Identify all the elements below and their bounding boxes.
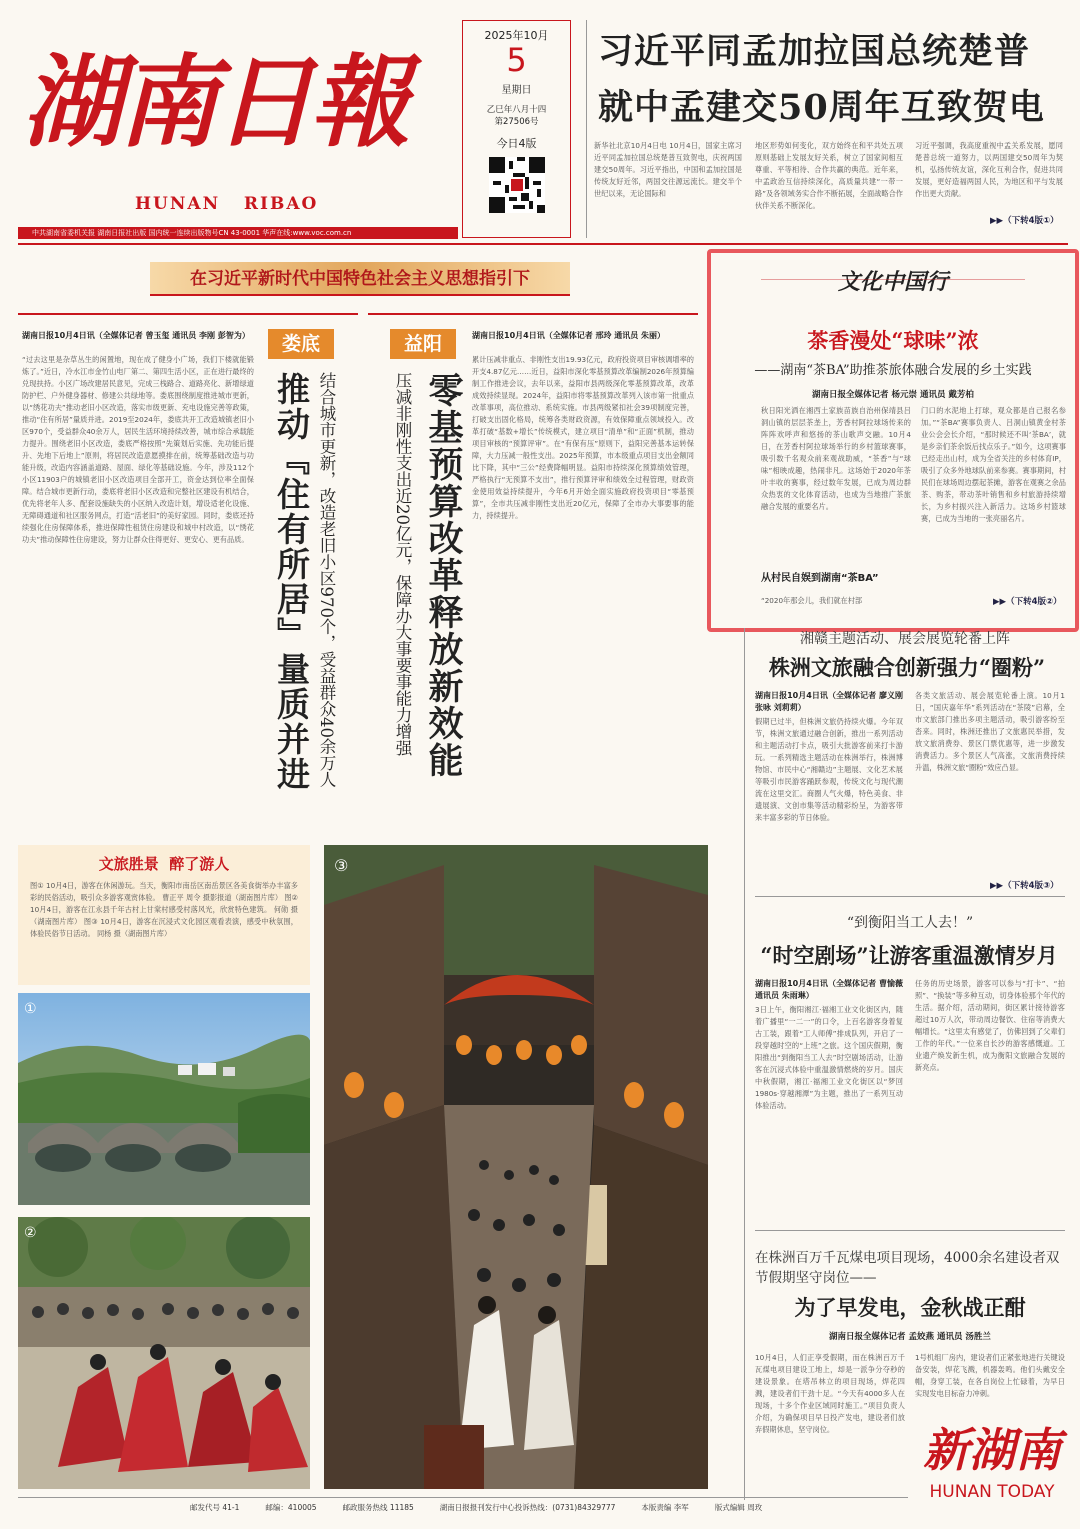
col-rule-lead <box>586 20 587 238</box>
footer-layout-editor: 版式编辑 周玫 <box>714 1503 763 1512</box>
date-issue: 第27506号 <box>494 117 539 127</box>
loudi-byline: 湖南日报10月4日讯（全媒体记者 曾玉玺 通讯员 李刚 彭智为） <box>22 331 250 340</box>
culture-subhead: ——湖南“茶BA”助推茶旅体融合发展的乡土实践 <box>754 363 1032 378</box>
culture-col-2: 门口的水泥地上打球，观众都是自己报名参加。”“茶BA”赛事负责人、吕洞山镇黄金村茶业公会会长介绍，“那时候还不叫‘茶BA’，就是乡亲们茶余饭后找点乐子。”如今，这项赛事已经走出山村，成为全省关注的乡村体育IP，吸引了众多外地球队前来参赛。赛事期间，村民们在球场周边摆起茶摊，游客在观赛之余品茶、购茶，带动茶叶销售和乡村旅游持续增长，为乡村振兴注入新活力。这场乡村篮球赛，已成为当地的一张亮丽名片。 <box>921 406 1066 523</box>
hengyang-headline: “时空剧场”让游客重温激情岁月 <box>760 943 1058 968</box>
power-pre-title: 在株洲百万千瓦煤电项目现场，4000余名建设者双节假期坚守岗位—— <box>755 1250 1060 1286</box>
hengyang-pre-title: “到衡阳当工人去！” <box>846 915 974 931</box>
date-box <box>462 20 571 238</box>
culture-col-1-tail: “2020年那会儿，我们就在村部 <box>761 596 863 605</box>
photo-label-2: ② <box>24 1225 37 1241</box>
photo-caption: 图① 10月4日，游客在休闲游玩。当天，衡阳市南岳区南岳景区各美食街举办丰富多彩的民俗活动，吸引众多游客观赏体验。 曹正平 周令 摄影报道（湖南图片库） 图② 10月4日，游客在江永县千年古村上甘棠村感受村落风光，欣赏特色建筑。 何勋 摄（湖南图片库） 图③ 10月4日，游客在沉浸式文化园区观看表演，感受中秋氛围，体验民俗节日活动。 同杨 摄（湖南图片库） <box>30 881 298 938</box>
hengyang-divider <box>755 1230 1065 1231</box>
loudi-tag: 娄底 <box>268 329 334 359</box>
photo-lantern-old-town <box>324 845 708 1489</box>
photo-festival-performers <box>18 1217 310 1489</box>
footer-editor: 本版责编 李军 <box>641 1503 689 1512</box>
culture-header: 文化中国行 <box>837 269 948 295</box>
masthead-strip <box>18 227 458 239</box>
footer-complaint-line: 湖南日报报刊发行中心投诉热线：(0731)84329777 <box>439 1503 616 1512</box>
lead-col-3: 习近平强调，我高度重视中孟关系发展，愿同楚普总统一道努力，以两国建交50周年为契机，弘扬传统友谊，深化互利合作，促进共同发展，更好造福两国人民，为地区和平与发展作出更大贡献。 <box>915 141 1063 198</box>
zhuzhou-col-1: 假期已过半，但株洲文旅仍持续火爆。今年双节，株洲文旅通过融合创新，推出一系列活动和主题活动打卡点，吸引大批游客前来打卡游玩。一系列精选主题活动在株洲举行，株洲博物馆、市民中心“湘赣边”主题展、文化艺术展等吸引市民游客踊跃参观，传统文化与现代潮流在这里交汇。商圈人气火爆，特色美食、非遗展演、文创市集等活动精彩纷呈，为游客带来丰富多彩的节日体验。 <box>755 717 903 822</box>
qr-code-icon <box>489 157 545 213</box>
date-pages: 今日4版 <box>496 137 537 150</box>
yiyang-byline: 湖南日报10月4日讯（全媒体记者 邢玲 通讯员 朱丽） <box>472 331 666 340</box>
footer-divider <box>18 1497 908 1498</box>
yiyang-title: 零基预算改革释放新效能 <box>423 372 464 779</box>
lead-continue-link[interactable]: ▶▶（下转4版①） <box>990 216 1059 226</box>
photo-label-3: ③ <box>334 856 349 875</box>
date-line: 2025年10月 <box>484 29 549 42</box>
footer-zip: 邮编：410005 <box>265 1503 317 1512</box>
photo-bridge-village <box>18 993 310 1205</box>
power-byline: 湖南日报全媒体记者 孟姣燕 通讯员 汤胜兰 <box>829 1332 991 1342</box>
yiyang-body: 累计压减非重点、非刚性支出19.93亿元，政府投资项目审核调增率的开支4.87亿元……近日，益阳市深化零基预算改革编制2026年预算编制工作推进会议，去年以来，益阳市县两级深化零基预算改革，改革成效持续显现。2024年，益阳市将零基预算改革列入该市第一批重点改革事项，高位推动、系统实施。市县两级紧扣社会39项制度完善，打破支出固化格局，统筹各类财政资源，有效保障重点领域投入。改革打破“基数+增长”传统模式，建立项目“清单”和“正面”机制，推动项目审核的“预算评审”。在“有保有压”原则下，益阳完善基本运转保障，大力压减一般性支出。2025年预算，市本级重点项目支出金额同比下降，其中“三公”经费降幅明显。益阳市持续深化预算绩效管理，严格执行“无预算不支出”，推行预算评审和绩效全过程管理，财政资金使用效益持续提升，今年6月开始全面实施政府投资项目“零基预算”，全市共压减非刚性支出近20亿元，保障了全市办大事要事的能力，持续提升。 <box>472 355 694 520</box>
zhuzhou-col-2: 各类文旅活动、展会展览轮番上演。10月1日，“国庆嘉年华”系列活动在“茶陵”启幕，全市文旅部门推出多项主题活动，吸引游客纷至沓来。同时，株洲还推出了文旅惠民举措，发放文旅消费券、景区门票优惠等，进一步激发消费活力。多个景区人气高涨，文旅消费持续升温，株洲文旅“圈粉”效应凸显。 <box>915 691 1065 772</box>
footer-postal-code: 邮发代号 41-1 <box>190 1503 240 1512</box>
culture-col-1: 秋日阳光洒在湘西土家族苗族自治州保靖县吕洞山镇的层层茶垄上，芳香村阿拉球场传来的阵阵欢呼声和悠扬的茶山歌声交融。10月4日，在芳香村阿拉球场举行的乡村篮球赛事，吸引数千名观众前来观战助威，“茶香”与“球味”相映成趣，热闹非凡。这场始于2020年茶叶丰收的赛事，经过数年发展，已成为周边群众热衷的文化体育活动，也成为当地推广茶旅融合发展的重要名片。 <box>761 406 911 511</box>
loudi-title: 推动『住有所居』量质并进 <box>272 372 311 792</box>
col-rule-left <box>744 628 745 1500</box>
power-headline: 为了早发电，金秋战正酣 <box>794 1295 1026 1320</box>
date-lunar: 乙巳年八月十四 <box>486 105 547 115</box>
zhuzhou-byline: 湖南日报10月4日讯（全媒体记者 廖义刚 张咏 刘莉莉） <box>755 691 903 712</box>
culture-headline: 茶香漫处“球味”浓 <box>807 328 979 353</box>
culture-box <box>707 249 1079 632</box>
culture-subsection: 从村民自娱到湖南“茶BA” <box>761 573 879 584</box>
masthead-strip-text: 中共湖南省委机关报 湖南日报社出版 国内统一连续出版物号CN 43-0001 华声在线:www.voc.com.cn <box>32 229 352 237</box>
zhuzhou-divider <box>755 896 1065 897</box>
zhuzhou-pre-title: 湘赣主题活动、展会展览轮番上阵 <box>800 631 1010 647</box>
culture-byline: 湖南日报全媒体记者 杨元崇 通讯员 戴芳柏 <box>812 390 974 400</box>
culture-header-rule <box>761 279 1025 280</box>
footer <box>190 1502 910 1518</box>
zhuzhou-headline: 株洲文旅融合创新强力“圈粉” <box>768 655 1046 680</box>
photo-label-1: ① <box>24 1001 37 1017</box>
masthead-title-en: HUNAN RIBAO <box>135 194 319 214</box>
yiyang-frame <box>368 313 698 315</box>
hengyang-byline: 湖南日报10月4日讯（全媒体记者 曹愉薇 通讯员 朱雨琳） <box>755 979 903 1000</box>
loudi-frame <box>18 313 358 315</box>
footer-hotline: 邮政服务热线 11185 <box>342 1503 414 1512</box>
date-weekday: 星期日 <box>501 85 532 96</box>
yiyang-tag: 益阳 <box>390 329 456 359</box>
lead-headline-1: 习近平同孟加拉国总统楚普 <box>598 31 1031 72</box>
hengyang-col-1: 3日上午，衡阳湘江·福湘工业文化街区内，随着广播里“一二一”的口令，上百名游客身着复古工装，跟着“工人师傅”排成队列，开启了一段穿越时空的“上班”之旅。这个国庆假期，衡阳推出“到衡阳当工人去”时空剧场活动，让游客在沉浸式体验中重温激情燃烧的岁月。国庆中秋假期，湘江·福湘工业文化街区以“梦回1980s·穿越湘潭”为主题，推出了一系列互动体验活动。 <box>755 1005 903 1110</box>
power-col-2: 1号机组厂房内，建设者们正紧张地进行关键设备安装，焊花飞溅，机器轰鸣。他们头戴安全帽，身穿工装，在各自岗位上忙碌着，为早日实现发电目标奋力冲刺。 <box>915 1353 1065 1398</box>
header-divider <box>18 243 1068 245</box>
watermark-en: HUNAN TODAY <box>929 1482 1055 1502</box>
hengyang-col-2: 任务的历史场景，游客可以参与“打卡”、“拍照”、“换装”等多种互动，切身体验那个年代的生活。据介绍，活动期间，街区累计接待游客超过10万人次，带动周边餐饮、住宿等消费大幅增长。“这里太有感觉了，仿佛回到了父辈们工作的年代。”一位来自长沙的游客感慨道。工业遗产焕发新生机，成为衡阳文旅融合发展的新亮点。 <box>915 979 1065 1072</box>
photo-section-title: 文旅胜景 醉了游人 <box>98 855 230 873</box>
lead-col-2: 地区形势如何变化，双方始终在和平共处五项原则基础上发展友好关系，树立了国家间相互尊重、平等相待、合作共赢的典范。近年来，中孟政治互信持续深化，高质量共建“一带一路”及各领域务实合作不断拓展，全面战略合作伙伴关系不断深化。 <box>755 141 903 210</box>
power-col-1: 10月4日，人们正享受假期，而在株洲百万千瓦煤电项目建设工地上，却是一派争分夺秒的建设景象。在塔吊林立的项目现场，焊花四溅，建设者们干劲十足。“今天有4000多人在现场，十多个作业区域同时施工。”项目负责人介绍，为确保项目早日投产发电，建设者们放弃假期休息，坚守岗位。 <box>755 1353 905 1434</box>
loudi-subtitle: 结合城市更新，改造老旧小区970个，受益群众40余万人 <box>317 372 336 788</box>
photo-caption-box <box>18 845 310 985</box>
lead-headline-2: 就中孟建交50周年互致贺电 <box>598 87 1045 128</box>
theme-banner <box>150 262 570 296</box>
masthead-title: 湖南日報 <box>22 43 406 161</box>
lead-col-1: 新华社北京10月4日电 10月4日，国家主席习近平同孟加拉国总统楚普互致贺电，庆祝两国建交50周年。习近平指出，中国和孟加拉国是传统友好近邻，两国交往源远流长。建交半个世纪以来，无论国际和 <box>594 141 742 198</box>
loudi-body: “过去这里是杂草丛生的闲置地，现在成了健身小广场，我们下楼就能锻炼了。”近日，冷水江市金竹山电厂第二、第四生活小区，正在进行最终的兑现扶持。小区广场改建居民意见，完成三栈路合、道路亮化、新增绿道防护栏、户外健身器材、修建公共绿地等。娄底围绕制度推进城市更新，以“绣花功夫”推动老旧小区改造，落实市级更新、充电设施完善等政策，推动“住有所居”量质并进。2019至2024年，娄底共开工改造城镇老旧小区970个，受益群众40余万人，居民生活环境持续改善，城市综合承载能力提升。围绕老旧小区改造，娄底严格按照“先策划后实施、先功能后提升、先地下后地上”原则，将居民改造意愿摸排在前，统筹基础改造与功能升级，改造内容涵盖道路、屋面、绿化等基础设施。今年，涉及112个小区11903户的城镇老旧小区改造项目全部开工，资金达到位率全面保障。结合城市更新行动，娄底将老旧小区改造和完整社区建设有机结合，优先将老年人多、配套设施缺失的小区纳入改造计划，增设适老化设施、无障碍通道和社区服务网点，打造“活老旧”的美好家园。同时，娄底还持续强化住房保障体系，推进保障性租赁住房建设和城中村改造，以“绣花功夫”推动保障性住房建设，努力让群众住得更好、更安心、更有品质。 <box>22 355 254 544</box>
watermark-cn: 新湖南 <box>923 1423 1061 1477</box>
date-day: 5 <box>506 41 527 79</box>
culture-continue-link[interactable]: ▶▶（下转4版②） <box>993 597 1062 607</box>
yiyang-subtitle: 压减非刚性支出近20亿元，保障办大事要事能力增强 <box>393 372 412 756</box>
hunan-today-watermark <box>912 1420 1072 1502</box>
theme-banner-text: 在习近平新时代中国特色社会主义思想指引下 <box>190 269 530 289</box>
zhuzhou-continue-link[interactable]: ▶▶（下转4版③） <box>990 881 1059 891</box>
